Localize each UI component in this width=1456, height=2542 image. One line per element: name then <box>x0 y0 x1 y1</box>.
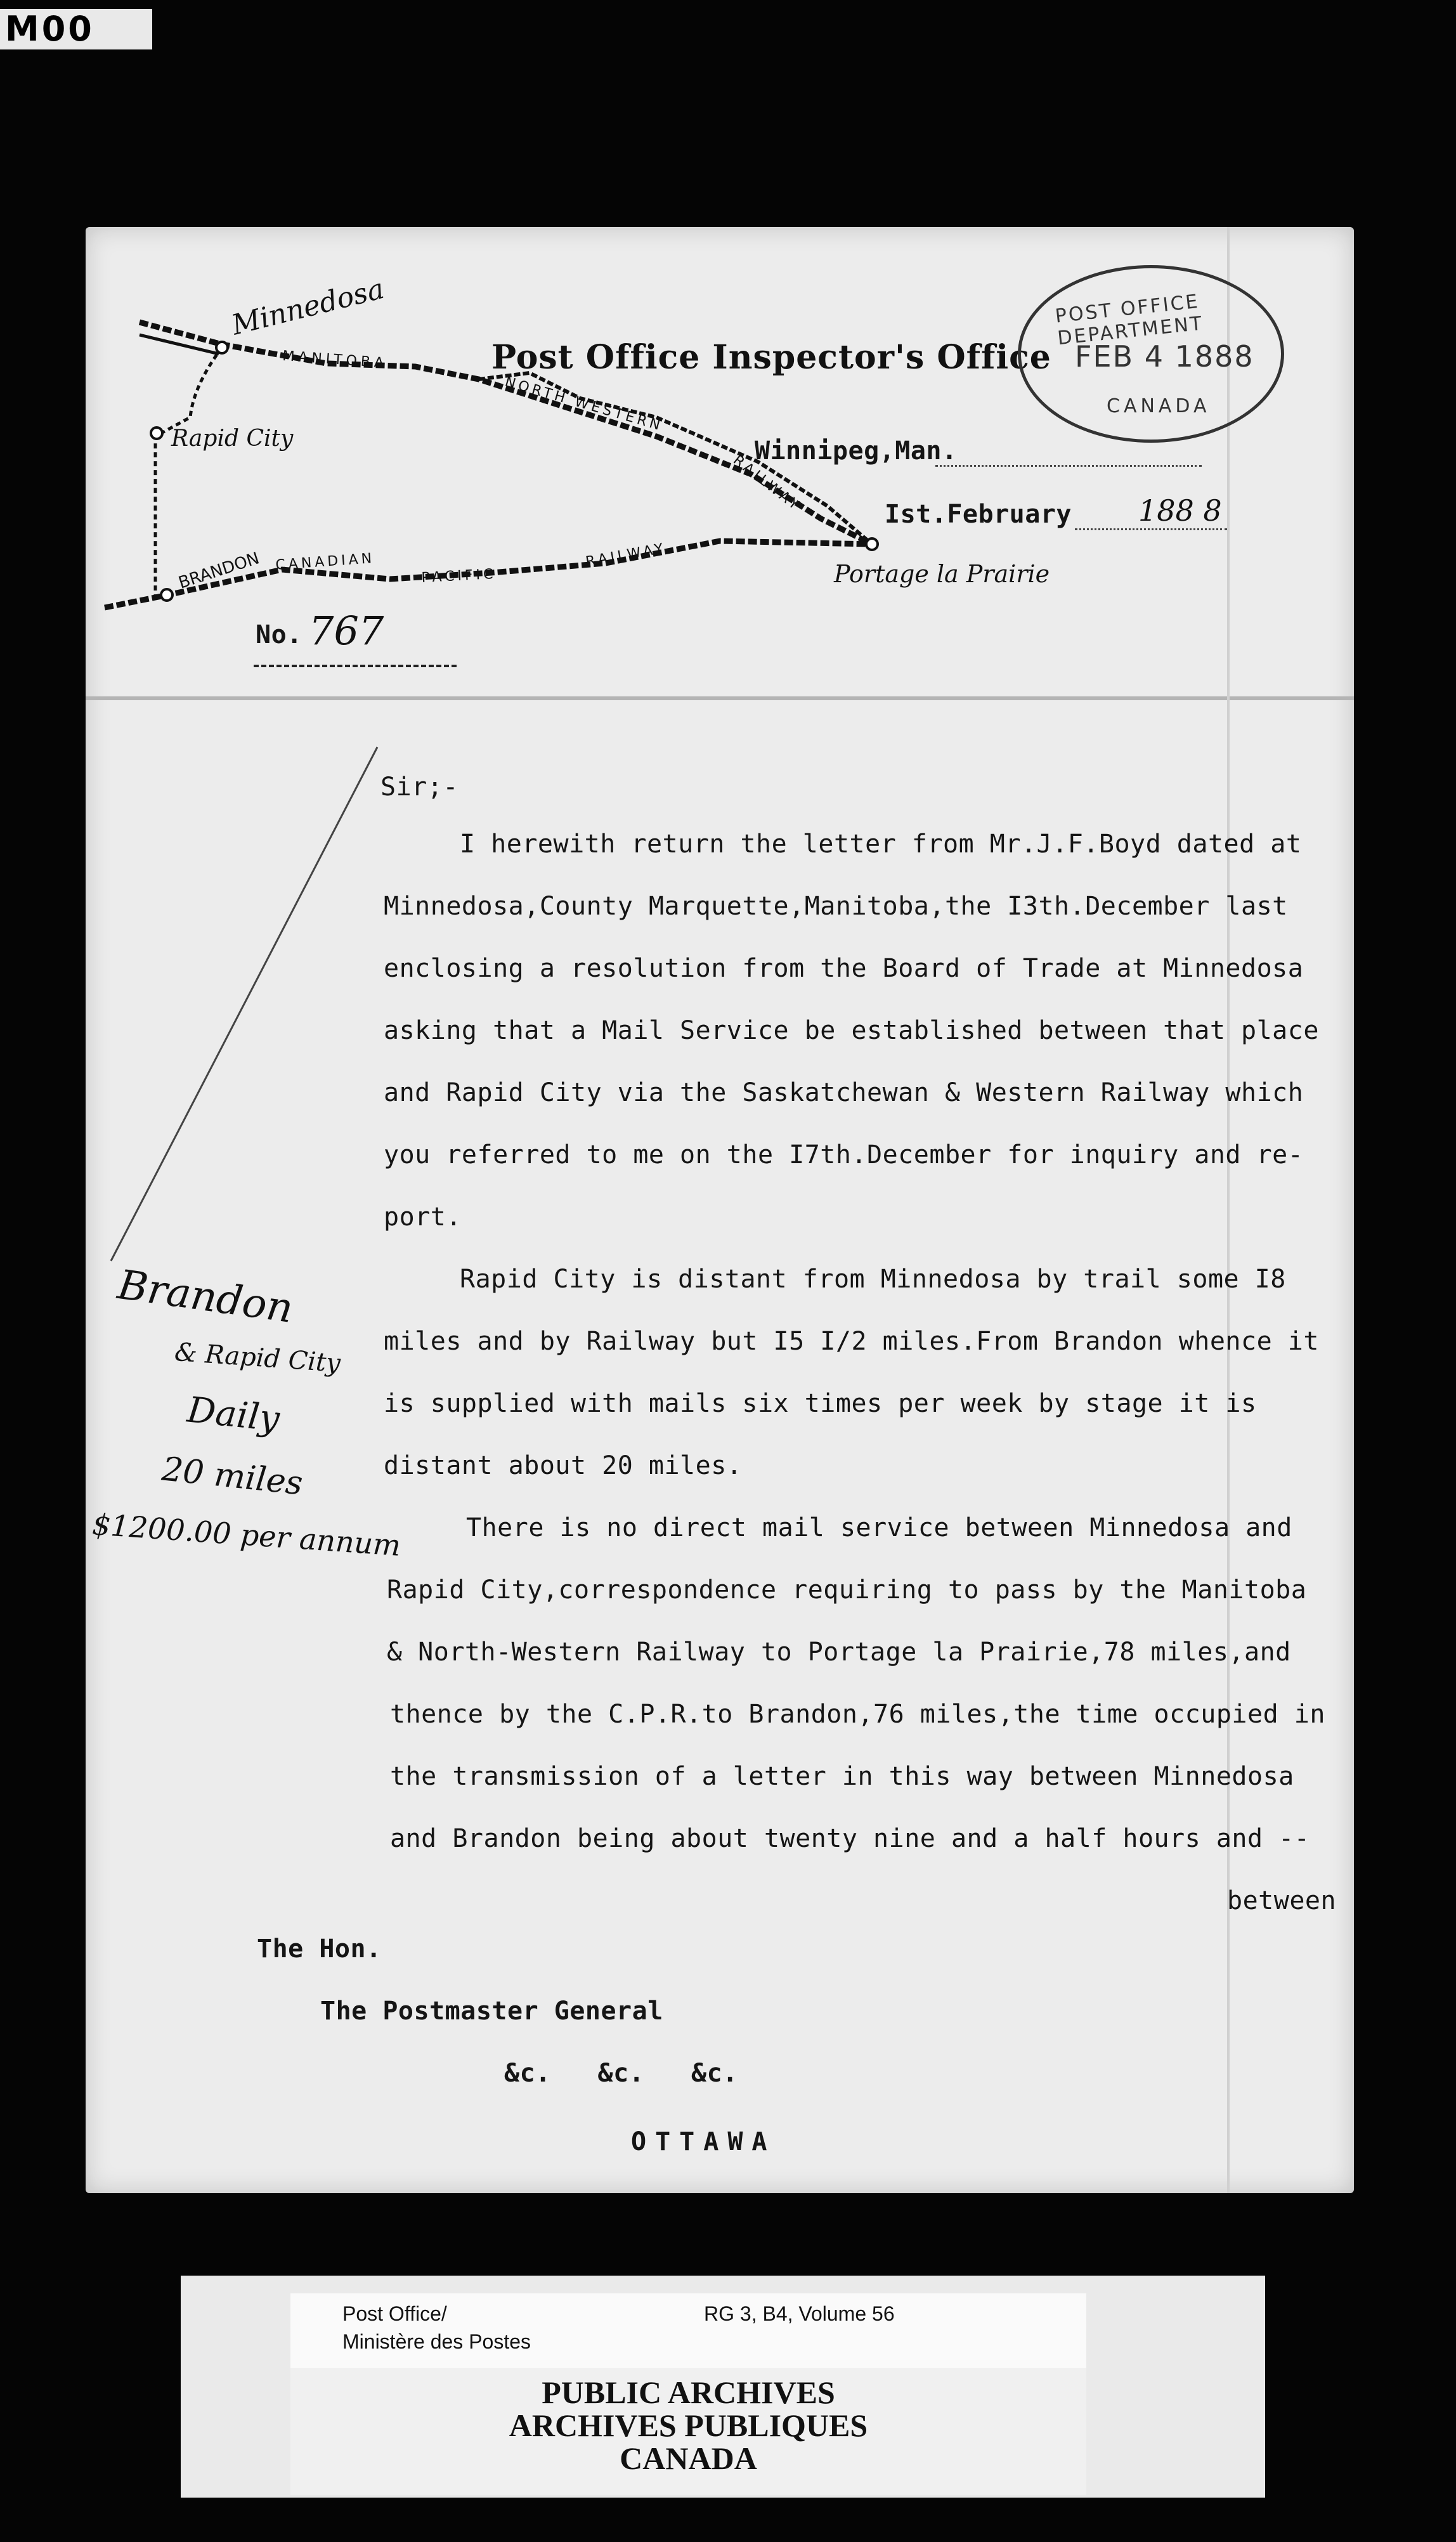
letter-page <box>86 227 1354 2193</box>
received-stamp <box>1018 265 1284 443</box>
body-line-8: Rapid City is distant from Minnedosa by trail some I8 <box>460 1265 1286 1294</box>
body-line-4: asking that a Mail Service be established between that place <box>384 1016 1319 1045</box>
map-label-north-western: NORTH WESTERN <box>503 374 665 434</box>
map-label-canadian: CANADIAN <box>275 551 375 573</box>
body-line-7: port. <box>384 1203 462 1232</box>
map-label-railway-cpr: RAILWAY <box>584 540 668 570</box>
body-line-17: and Brandon being about twenty nine and a half hours and -- <box>390 1824 1310 1853</box>
number-value: 767 <box>309 608 384 654</box>
body-line-15: thence by the C.P.R.to Brandon,76 miles,the time occupied in <box>390 1700 1325 1729</box>
public-archives-stamp <box>290 2368 1086 2495</box>
margin-note-rapid-city: & Rapid City <box>173 1337 342 1379</box>
archive-department-fr: Ministère des Postes <box>342 2330 531 2353</box>
salutation: Sir;- <box>380 772 458 802</box>
body-line-11: distant about 20 miles. <box>384 1451 743 1480</box>
margin-diagonal-line <box>86 734 403 1274</box>
addressee-line-2: The Postmaster General <box>320 1997 663 2026</box>
body-line-2: Minnedosa,County Marquette,Manitoba,the I3th.December last <box>384 892 1288 921</box>
continuation-word: between <box>1227 1886 1337 1915</box>
fold-line <box>86 696 1354 700</box>
body-line-13: Rapid City,correspondence requiring to pass by the Manitoba <box>387 1575 1307 1605</box>
body-line-5: and Rapid City via the Saskatchewan & Western Railway which <box>384 1078 1304 1107</box>
map-label-railway: RAILWAY <box>730 452 804 515</box>
map-label-manitoba: MANITOBA <box>282 348 388 372</box>
film-id-label: M00 <box>0 9 152 49</box>
year: 188 8 <box>1138 493 1222 528</box>
date-line: Ist.February <box>885 500 1072 529</box>
body-line-16: the transmission of a letter in this way between Minnedosa <box>390 1762 1294 1791</box>
body-line-1: I herewith return the letter from Mr.J.F.Boyd dated at <box>460 830 1302 859</box>
map-label-minnedosa: Minnedosa <box>228 272 387 342</box>
map-label-rapid-city: Rapid City <box>171 426 294 452</box>
archives-line-3: CANADA <box>620 2441 757 2476</box>
archives-line-2: ARCHIVES PUBLIQUES <box>509 2408 868 2443</box>
margin-note-miles: 20 miles <box>160 1450 305 1503</box>
addressee-line-1: The Hon. <box>257 1934 382 1964</box>
archive-reference: RG 3, B4, Volume 56 <box>704 2302 895 2325</box>
body-line-3: enclosing a resolution from the Board of Trade at Minnedosa <box>384 954 1304 983</box>
archive-label <box>290 2293 1086 2368</box>
addressee-line-4: OTTAWA <box>631 2127 776 2156</box>
margin-note-daily: Daily <box>185 1389 282 1440</box>
stamp-date: FEB 4 1888 <box>1075 339 1254 374</box>
margin-note-brandon: Brandon <box>115 1261 296 1333</box>
place-line: Winnipeg,Man. <box>755 436 958 466</box>
body-line-12: There is no direct mail service between Minnedosa and <box>466 1513 1292 1542</box>
addressee-line-3: &c. &c. &c. <box>504 2059 738 2088</box>
map-label-brandon: BRANDON <box>176 549 262 593</box>
map-label-portage: Portage la Prairie <box>834 560 1050 588</box>
body-line-6: you referred to me on the I7th.December for inquiry and re- <box>384 1140 1304 1170</box>
body-line-10: is supplied with mails six times per week by stage it is <box>384 1389 1257 1418</box>
margin-note-amount: $1200.00 per annum <box>91 1507 402 1563</box>
stamp-bottom-text: CANADA <box>1107 395 1211 417</box>
number-label: No. <box>256 620 302 649</box>
map-label-pacific: PACIFIC <box>421 566 497 586</box>
archives-line-1: PUBLIC ARCHIVES <box>542 2375 835 2410</box>
stamp-top-text: POST OFFICE DEPARTMENT <box>1054 290 1205 350</box>
body-line-14: & North-Western Railway to Portage la Prairie,78 miles,and <box>387 1638 1291 1667</box>
letterhead-title: Post Office Inspector's Office <box>491 338 1051 377</box>
archive-department: Post Office/ <box>342 2302 447 2325</box>
body-line-9: miles and by Railway but I5 I/2 miles.From Brandon whence it <box>384 1327 1319 1356</box>
